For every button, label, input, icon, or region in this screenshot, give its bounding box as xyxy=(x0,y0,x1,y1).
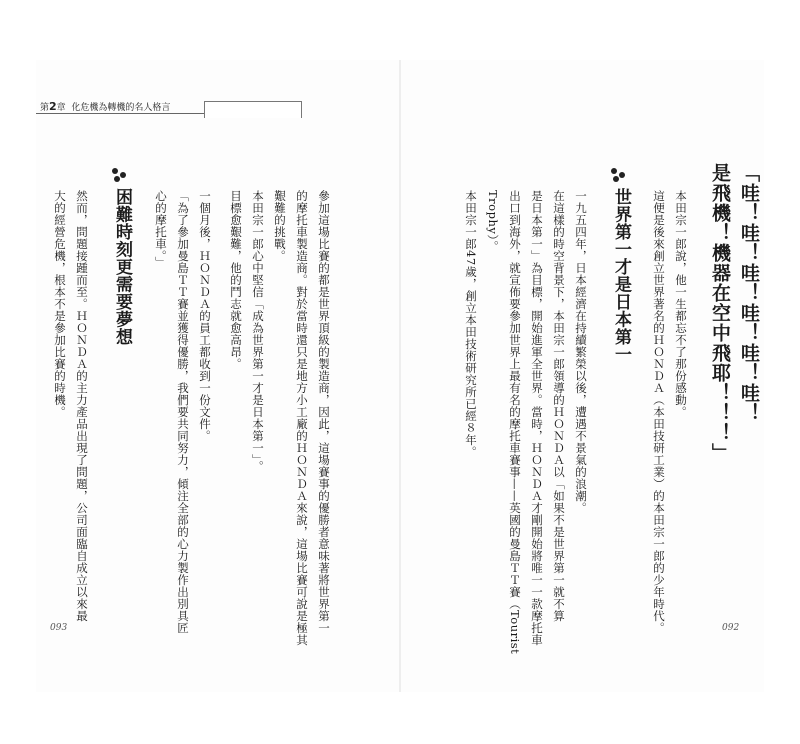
section-bullet-icon xyxy=(112,168,128,182)
right-body-1: 一九五四年，日本經濟在持續繁榮以後，遭遇不景氣的浪潮。 xyxy=(574,190,588,514)
chapter-number: 2 xyxy=(49,100,57,113)
left-tail-2: 大的經營危機，根本不是參加比賽的時機。 xyxy=(53,190,67,418)
right-intro-2: 這便是後來創立世界著名的ＨＯＮＤＡ（本田技研工業）的本田宗一郎的少年時代。 xyxy=(652,190,666,634)
right-body-4: 出口到海外，就宣佈要參加世界上最有名的摩托車賽事——英國的曼島ＴＴ賽（Tourist xyxy=(508,190,522,655)
right-section-title: 世界第一才是日本第一 xyxy=(611,188,631,363)
chapter-header xyxy=(36,99,266,117)
quote-line-2: 是飛機！機器在空中飛耶！！！」 xyxy=(709,163,731,463)
right-page-number: 092 xyxy=(722,623,740,633)
book-spine xyxy=(399,60,401,692)
right-body-3: 是日本第一」為目標，開始進軍全世界。當時，ＨＯＮＤＡ才剛開始將唯一一款摩托車 xyxy=(530,190,544,646)
quote-line-1: 「哇！哇！哇！哇！哇！哇！ xyxy=(738,163,760,423)
header-tab xyxy=(204,101,302,118)
left-page-number: 093 xyxy=(50,623,68,633)
left-body-7: 「為了參加曼島ＴＴ賽並獲得優勝，我們要共同努力，傾注全部的心力製作出別具匠 xyxy=(176,190,190,634)
left-body-3: 艱難的挑戰。 xyxy=(273,190,287,262)
left-section-title: 困難時刻更需要夢想 xyxy=(112,188,132,346)
right-body-5: Trophy）。 xyxy=(486,190,500,253)
left-body-1: 參加這場比賽的都是世界頂級的製造商，因此，這場賽事的優勝者意味著將世界第一 xyxy=(317,190,331,634)
left-body-4: 本田宗一郎心中堅信「成為世界第一才是日本第一」。 xyxy=(251,190,265,473)
chapter-title: 化危機為轉機的名人格言 xyxy=(71,103,171,113)
right-body-6: 本田宗一郎47歲，創立本田技術研究所已經８年。 xyxy=(464,190,478,458)
left-body-8: 心的摩托車。」 xyxy=(154,190,168,269)
chapter-label xyxy=(40,100,170,113)
left-tail-1: 然而，問題接踵而至。ＨＯＮＤＡ的主力產品出現了問題，公司面臨自成立以來最 xyxy=(75,190,89,622)
section-bullet-icon xyxy=(611,168,627,182)
right-body-2: 在這樣的時空背景下，本田宗一郎領導的ＨＯＮＤＡ以「如果不是世界第一就不算 xyxy=(552,190,566,622)
left-body-2: 的摩托車製造商。對於當時還只是地方小工廠的ＨＯＮＤＡ來說，這場比賽可說是極其 xyxy=(295,190,309,646)
left-body-5: 目標愈艱難，他的鬥志就愈高昂。 xyxy=(229,190,243,370)
right-intro-1: 本田宗一郎說，他一生都忘不了那份感動。 xyxy=(674,190,688,418)
chapter-prefix: 第 xyxy=(40,103,50,113)
chapter-suffix: 章 xyxy=(56,103,66,113)
left-body-6: 一個月後，ＨＯＮＤＡ的員工都收到一份文件。 xyxy=(198,190,212,442)
